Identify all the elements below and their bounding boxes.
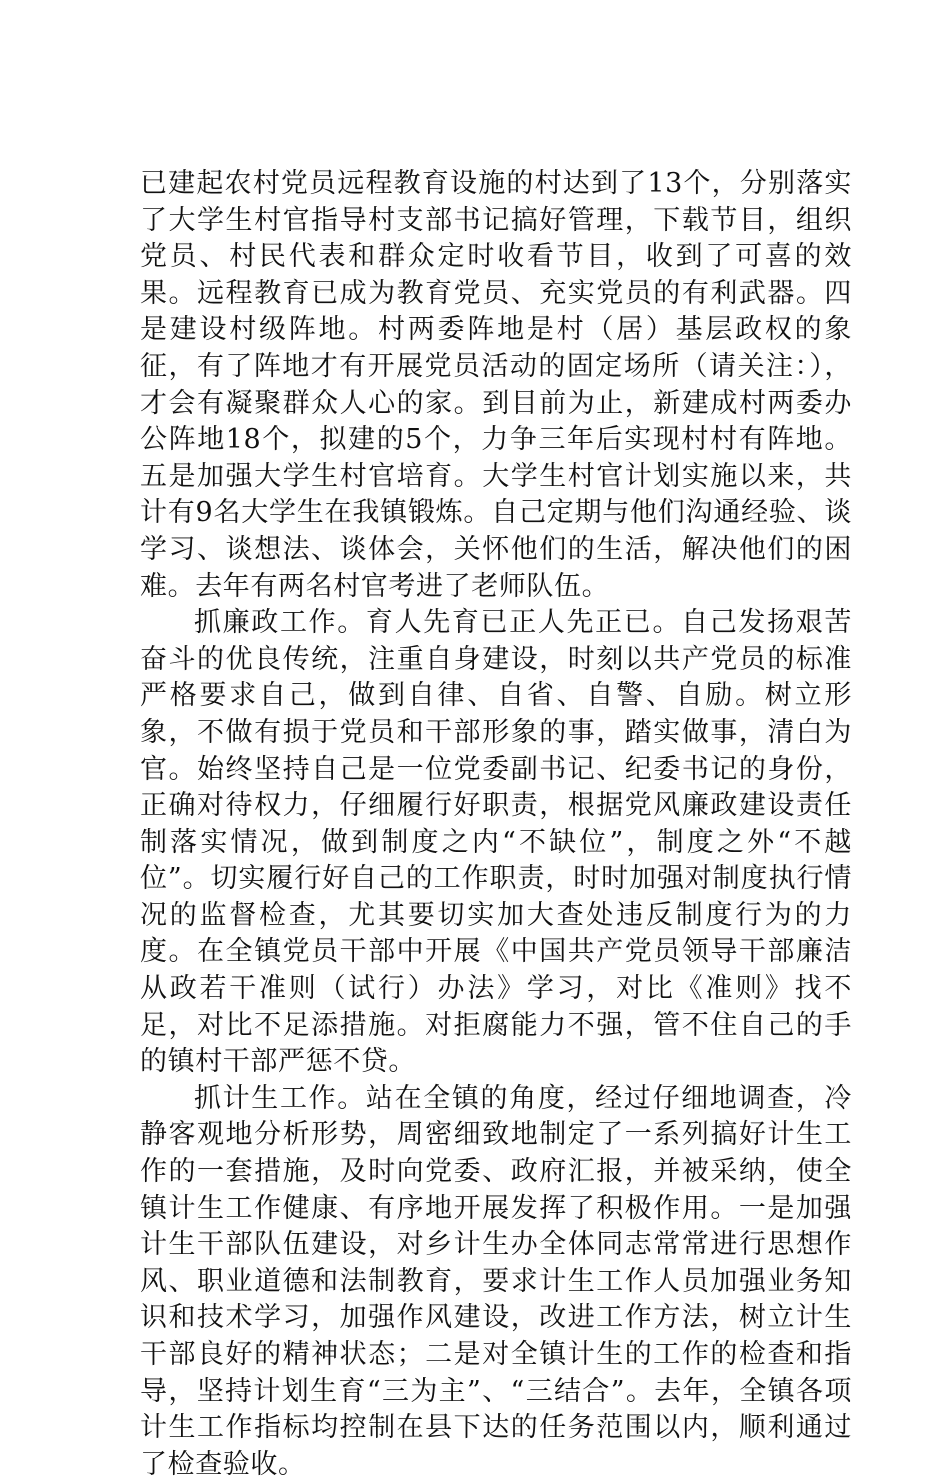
paragraph-integrity-work: 抓廉政工作。育人先育已正人先正已。自己发扬艰苦奋斗的优良传统，注重自身建设，时刻以共产党员的标准严格要求自己，做到自律、自省、自警、自励。树立形象，不做有损于党员和干部形象的事，踏实做事，清白为官。始终坚持自己是一位党委副书记、纪委书记的身份，正确对待权力，仔细履行好职责，根据党风廉政建设责任制落实情况，做到制度之内“不缺位”，制度之外“不越位”。切实履行好自己的工作职责，时时加强对制度执行情况的监督检查，尤其要切实加大查处违反制度行为的力度。在全镇党员干部中开展《中国共产党员领导干部廉洁从政若干准则（试行）办法》学习，对比《准则》找不足，对比不足添措施。对拒腐能力不强，管不住自己的手的镇村干部严惩不贷。 bbox=[140, 607, 852, 1078]
document-body bbox=[140, 166, 852, 1483]
paragraph-rural-education: 已建起农村党员远程教育设施的村达到了13个，分别落实了大学生村官指导村支部书记搞好管理，下载节目，组织党员、村民代表和群众定时收看节目，收到了可喜的效果。远程教育已成为教育党员、充实党员的有利武器。四是建设村级阵地。村两委阵地是村（居）基层政权的象征，有了阵地才有开展党员活动的固定场所（请关注：），才会有凝聚群众人心的家。到目前为止，新建成村两委办公阵地18个，拟建的5个，力争三年后实现村村有阵地。五是加强大学生村官培育。大学生村官计划实施以来，共计有9名大学生在我镇锻炼。自己定期与他们沟通经验、谈学习、谈想法、谈体会，关怀他们的生活，解决他们的困难。去年有两名村官考进了老师队伍。 bbox=[140, 168, 852, 602]
paragraph-family-planning-work: 抓计生工作。站在全镇的角度，经过仔细地调查，冷静客观地分析形势，周密细致地制定了一系列搞好计生工作的一套措施，及时向党委、政府汇报，并被采纳，使全镇计生工作健康、有序地开展发挥了积极作用。一是加强计生干部队伍建设，对乡计生办全体同志常常进行思想作风、职业道德和法制教育，要求计生工作人员加强业务知识和技术学习，加强作风建设，改进工作方法，树立计生干部良好的精神状态；二是对全镇计生的工作的检查和指导，坚持计划生育“三为主”、“三结合”。去年，全镇各项计生工作指标均控制在县下达的任务范围以内，顺利通过了检查验收。 bbox=[140, 1082, 852, 1480]
